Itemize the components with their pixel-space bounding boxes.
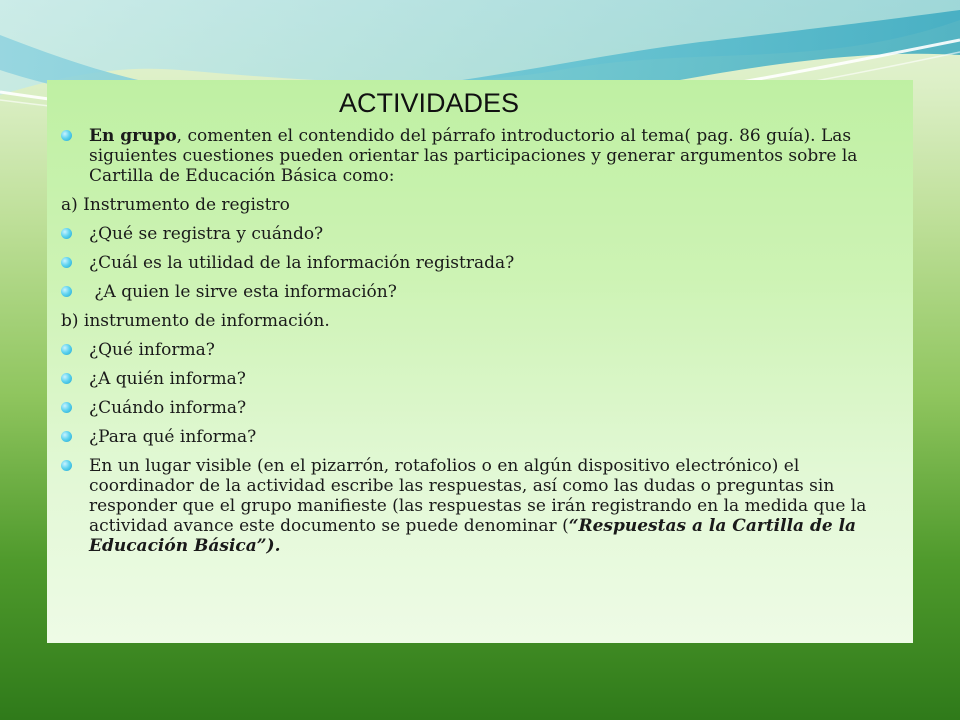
list-item-final <box>61 456 887 556</box>
section-a-heading: a) Instrumento de registro <box>61 195 290 215</box>
question-text: ¿Qué se registra y cuándo? <box>89 224 324 244</box>
question-text: ¿A quien le sirve esta información? <box>89 282 397 302</box>
bullet-icon <box>61 402 72 413</box>
final-text: En un lugar visible (en el pizarrón, rotafolios o en algún dispositivo electrónico) el coordinador de la actividad escribe las respuestas, así como las dudas o preguntas sin responder que el grupo manifieste (las respuestas se irán registrando en la medida que la actividad avance este documento se puede denominar ( <box>89 456 867 536</box>
question-text: ¿A quién informa? <box>89 369 246 389</box>
list-item-b-q4 <box>61 427 887 447</box>
bullet-icon <box>61 286 72 297</box>
page-title: ACTIVIDADES <box>338 88 520 118</box>
bullet-icon <box>61 460 72 471</box>
list-item-a-q2 <box>61 253 887 273</box>
list-item-b-q2 <box>61 369 887 389</box>
question-text: ¿Cuándo informa? <box>89 398 247 418</box>
section-b-heading: b) instrumento de información. <box>61 311 330 331</box>
list-item-intro <box>61 126 887 186</box>
list-item-a-q1 <box>61 224 887 244</box>
list-item-a-q3 <box>61 282 887 302</box>
final-emphasis: “Respuestas a la Cartilla de la Educación Básica”). <box>89 516 857 556</box>
content-panel <box>47 80 913 643</box>
intro-lead: En grupo <box>89 126 177 146</box>
question-text: ¿Qué informa? <box>89 340 215 360</box>
list-item-b-q3 <box>61 398 887 418</box>
question-text: ¿Para qué informa? <box>89 427 257 447</box>
bullet-icon <box>61 373 72 384</box>
bullet-icon <box>61 431 72 442</box>
bullet-icon <box>61 344 72 355</box>
bullet-icon <box>61 257 72 268</box>
list-item-b-q1 <box>61 340 887 360</box>
bullet-icon <box>61 130 72 141</box>
intro-text: , comenten el contendido del párrafo introductorio al tema( pag. 86 guía). Las siguientes cuestiones pueden orientar las participaciones y generar argumentos sobre la Cartilla de Educación Básica como: <box>89 126 858 186</box>
bullet-icon <box>61 228 72 239</box>
question-text: ¿Cuál es la utilidad de la información registrada? <box>89 253 515 273</box>
